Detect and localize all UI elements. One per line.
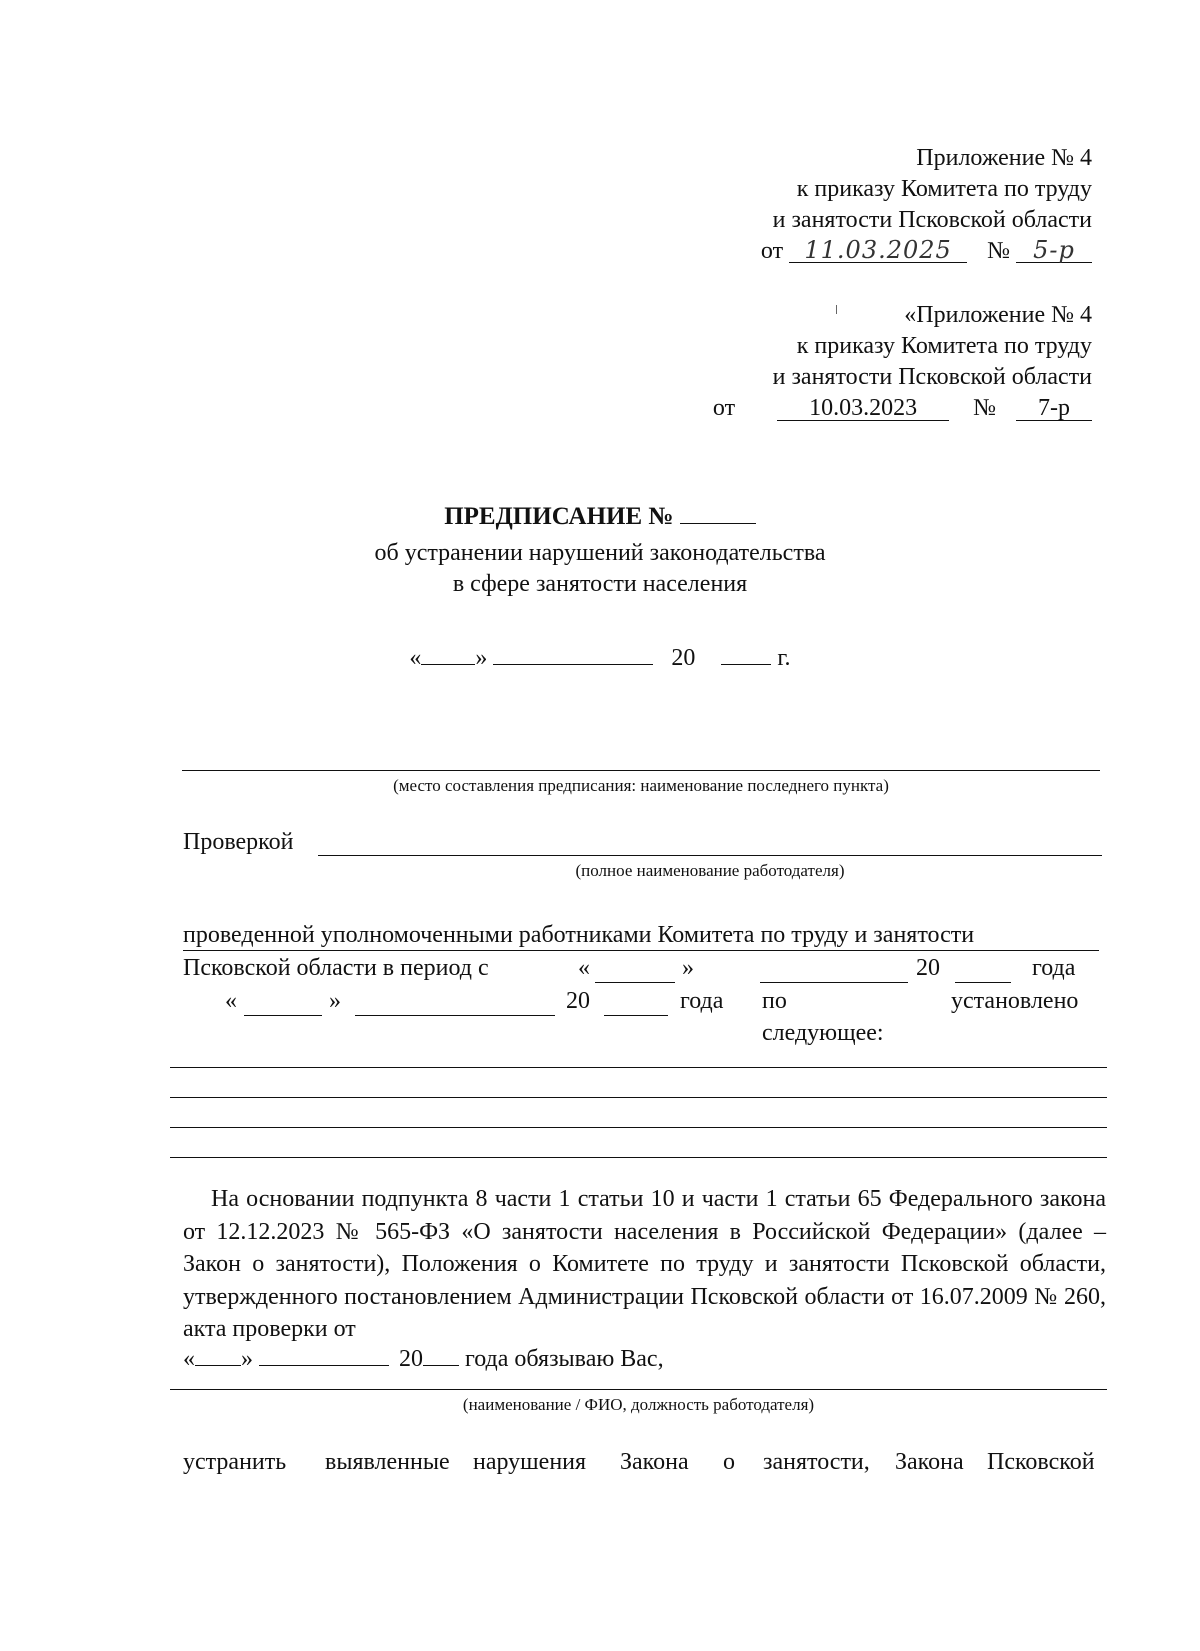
issue-year-blank xyxy=(721,664,771,665)
employer-caption: (полное наименование работодателя) xyxy=(575,861,845,880)
basis-day-blank xyxy=(195,1365,241,1366)
place-line xyxy=(182,770,1100,771)
findings-line-1 xyxy=(170,1067,1107,1068)
issue-day-blank xyxy=(421,664,475,665)
annex-old-block xyxy=(713,300,1092,424)
annex-old-line3: и занятости Псковской области xyxy=(772,364,1092,390)
annex-new-date: 11.03.2025 xyxy=(789,238,967,263)
issue-month-blank xyxy=(493,664,653,665)
period-start-month-blank xyxy=(760,982,908,983)
employer-line xyxy=(318,855,1102,856)
document-subtitle-1: об устранении нарушений законодательства xyxy=(374,540,826,566)
period-end-day-blank xyxy=(244,1015,322,1016)
annex-new-line1: Приложение № 4 xyxy=(916,145,1092,171)
annex-old-from-label: от xyxy=(712,395,736,421)
annex-old-date: 10.03.2023 xyxy=(777,396,949,421)
basis-tail: года обязываю Вас, xyxy=(465,1346,664,1372)
annex-new-block xyxy=(761,143,1092,267)
basis-year-blank xyxy=(423,1365,459,1366)
annex-new-number-label: № xyxy=(987,238,1010,264)
findings-line-3 xyxy=(170,1127,1107,1128)
period-end-year-blank xyxy=(604,1015,668,1016)
period-end-year-word: года xyxy=(680,988,724,1014)
document-subtitle-2: в сфере занятости населения xyxy=(452,571,748,597)
basis-close-quote: » xyxy=(241,1346,253,1372)
findings-line-4 xyxy=(170,1157,1107,1158)
period-end-month-blank xyxy=(355,1015,555,1016)
period-end-century: 20 xyxy=(566,988,590,1014)
final-word-1: устранить xyxy=(183,1449,287,1475)
annex-new-number: 5-р xyxy=(1016,238,1092,263)
annex-new-date-row xyxy=(761,236,1092,267)
findings-line-2 xyxy=(170,1097,1107,1098)
final-word-2: выявленные xyxy=(325,1449,450,1475)
final-word-5: о xyxy=(723,1449,735,1475)
basis-month-blank xyxy=(259,1365,389,1366)
annex-old-line1: «Приложение № 4 xyxy=(904,302,1092,328)
period-end-close-quote: » xyxy=(329,988,341,1014)
period-line2-prefix: Псковской области в период с xyxy=(183,955,489,981)
final-word-6: занятости, xyxy=(763,1449,870,1475)
final-word-4: Закона xyxy=(620,1449,689,1475)
period-line1: проведенной уполномоченными работниками Комитета по труду и занятости xyxy=(183,922,975,948)
issue-date-open-quote: « xyxy=(409,645,422,671)
basis-paragraph xyxy=(183,1183,1106,1346)
document-title-text: ПРЕДПИСАНИЕ № xyxy=(444,503,674,530)
period-start-day-blank xyxy=(595,982,675,983)
period-start-open-quote: « xyxy=(578,955,590,981)
period-start-century: 20 xyxy=(916,955,940,981)
final-word-7: Закона xyxy=(895,1449,964,1475)
annex-new-from-label: от xyxy=(760,238,784,264)
annex-old-line2: к приказу Комитета по труду xyxy=(796,333,1092,359)
period-end-open-quote: « xyxy=(225,988,237,1014)
issue-date-line xyxy=(0,645,1200,672)
basis-century: 20 xyxy=(399,1346,423,1372)
final-word-8: Псковской xyxy=(987,1449,1095,1475)
period-established-word: установлено xyxy=(951,988,1079,1014)
document-number-blank xyxy=(680,523,756,524)
basis-open-quote: « xyxy=(183,1346,195,1372)
annex-old-number-label: № xyxy=(973,395,996,421)
inspection-label: Проверкой xyxy=(183,829,294,855)
place-caption: (место составления предписания: наименование последнего пункта) xyxy=(393,776,889,795)
final-word-3: нарушения xyxy=(473,1449,587,1475)
basis-text: На основании подпункта 8 части 1 статьи 10 и части 1 статьи 65 Федерального закона от 12.12.2023 № 565-ФЗ «О занятости населения в Российской Федерации» (далее – Закон о занятости), Положения о Комитете по труду и занятости Псковской области, утвержденного постановлением Администрации Псковской области от 16.07.2009 № 260, акта проверки от xyxy=(183,1186,1106,1342)
issue-date-close-quote: » xyxy=(475,645,488,671)
period-start-close-quote: » xyxy=(682,955,694,981)
period-following-word: следующее: xyxy=(762,1020,884,1046)
annex-old-date-row xyxy=(713,393,1092,424)
issue-year-suffix: г. xyxy=(777,645,791,671)
annex-old-number: 7-р xyxy=(1016,396,1092,421)
period-start-year-blank xyxy=(955,982,1011,983)
basis-act-date-row xyxy=(183,1346,664,1373)
obligor-line xyxy=(170,1389,1107,1390)
document-title xyxy=(0,503,1200,531)
annex-new-line3: и занятости Псковской области xyxy=(772,207,1092,233)
period-by-word: по xyxy=(762,988,787,1014)
annex-new-line2: к приказу Комитета по труду xyxy=(796,176,1092,202)
final-line xyxy=(183,1449,1106,1479)
obligor-caption: (наименование / ФИО, должность работодателя) xyxy=(462,1395,815,1414)
period-start-year-word: года xyxy=(1032,955,1076,981)
period-line1-underline xyxy=(183,950,1099,951)
issue-century: 20 xyxy=(671,645,696,671)
